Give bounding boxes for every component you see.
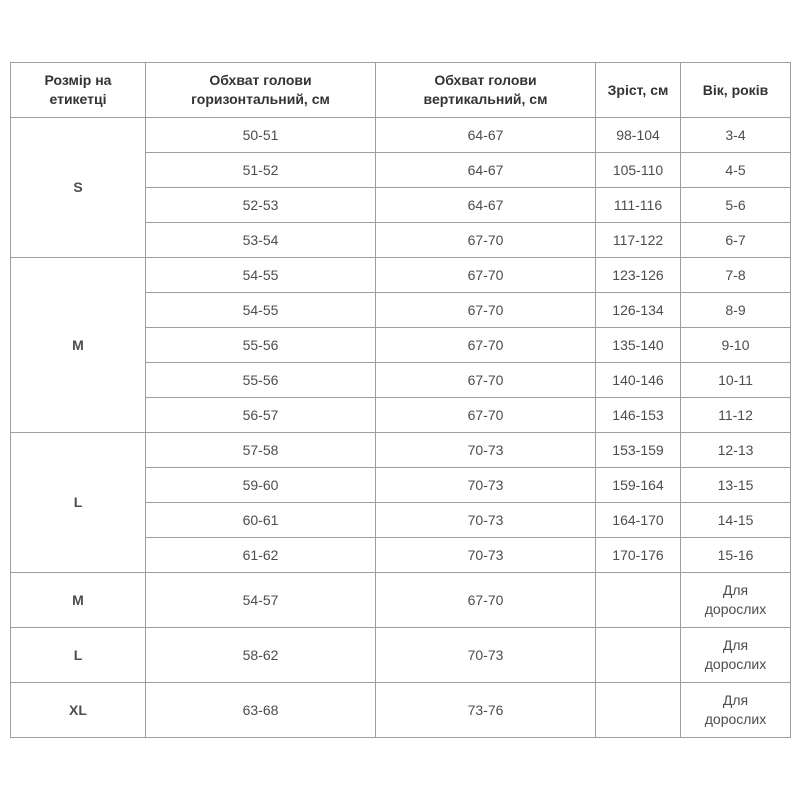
cell-age: Для дорослих	[681, 683, 791, 738]
cell-height	[596, 683, 681, 738]
cell-age: 14-15	[681, 503, 791, 538]
cell-age: 9-10	[681, 328, 791, 363]
cell-height: 123-126	[596, 258, 681, 293]
table-body	[11, 118, 791, 738]
col-header-vertical-circumference: Обхват голови вертикальний, см	[376, 63, 596, 118]
cell-height: 111-116	[596, 188, 681, 223]
table-row	[11, 258, 791, 293]
size-label: L	[11, 433, 146, 573]
cell-age: 10-11	[681, 363, 791, 398]
cell-horizontal: 63-68	[146, 683, 376, 738]
cell-horizontal: 57-58	[146, 433, 376, 468]
cell-age: 7-8	[681, 258, 791, 293]
col-header-size: Розмір на етикетці	[11, 63, 146, 118]
cell-height: 159-164	[596, 468, 681, 503]
size-label: XL	[11, 683, 146, 738]
cell-age: 8-9	[681, 293, 791, 328]
cell-height: 140-146	[596, 363, 681, 398]
cell-horizontal: 55-56	[146, 328, 376, 363]
cell-height: 170-176	[596, 538, 681, 573]
cell-age: 3-4	[681, 118, 791, 153]
cell-vertical: 64-67	[376, 118, 596, 153]
header-row	[11, 63, 791, 118]
table-row	[11, 118, 791, 153]
cell-vertical: 73-76	[376, 683, 596, 738]
cell-horizontal: 54-55	[146, 258, 376, 293]
cell-age: 13-15	[681, 468, 791, 503]
cell-age: 11-12	[681, 398, 791, 433]
cell-age: Для дорослих	[681, 573, 791, 628]
cell-height: 153-159	[596, 433, 681, 468]
cell-vertical: 67-70	[376, 363, 596, 398]
table-row	[11, 683, 791, 738]
cell-horizontal: 52-53	[146, 188, 376, 223]
cell-vertical: 67-70	[376, 328, 596, 363]
cell-age: Для дорослих	[681, 628, 791, 683]
size-chart-table	[10, 62, 791, 738]
cell-height: 117-122	[596, 223, 681, 258]
cell-vertical: 67-70	[376, 573, 596, 628]
col-header-horizontal-circumference: Обхват голови горизонтальний, см	[146, 63, 376, 118]
cell-horizontal: 58-62	[146, 628, 376, 683]
size-label: L	[11, 628, 146, 683]
col-header-age: Вік, років	[681, 63, 791, 118]
cell-vertical: 70-73	[376, 628, 596, 683]
cell-horizontal: 53-54	[146, 223, 376, 258]
cell-horizontal: 54-55	[146, 293, 376, 328]
cell-vertical: 67-70	[376, 293, 596, 328]
table-row	[11, 573, 791, 628]
cell-horizontal: 60-61	[146, 503, 376, 538]
cell-height: 135-140	[596, 328, 681, 363]
cell-age: 5-6	[681, 188, 791, 223]
table-row	[11, 433, 791, 468]
cell-age: 4-5	[681, 153, 791, 188]
cell-height: 146-153	[596, 398, 681, 433]
cell-height: 98-104	[596, 118, 681, 153]
size-label: M	[11, 573, 146, 628]
cell-vertical: 67-70	[376, 258, 596, 293]
col-header-height: Зріст, см	[596, 63, 681, 118]
cell-vertical: 67-70	[376, 398, 596, 433]
cell-horizontal: 51-52	[146, 153, 376, 188]
cell-vertical: 70-73	[376, 503, 596, 538]
cell-age: 12-13	[681, 433, 791, 468]
cell-vertical: 70-73	[376, 468, 596, 503]
cell-height: 126-134	[596, 293, 681, 328]
cell-horizontal: 61-62	[146, 538, 376, 573]
cell-height	[596, 628, 681, 683]
cell-height: 164-170	[596, 503, 681, 538]
cell-vertical: 70-73	[376, 538, 596, 573]
cell-horizontal: 50-51	[146, 118, 376, 153]
cell-height: 105-110	[596, 153, 681, 188]
cell-horizontal: 56-57	[146, 398, 376, 433]
cell-age: 15-16	[681, 538, 791, 573]
table-header	[11, 63, 791, 118]
cell-vertical: 67-70	[376, 223, 596, 258]
size-label: M	[11, 258, 146, 433]
table-row	[11, 628, 791, 683]
cell-horizontal: 55-56	[146, 363, 376, 398]
cell-horizontal: 54-57	[146, 573, 376, 628]
cell-vertical: 70-73	[376, 433, 596, 468]
cell-vertical: 64-67	[376, 188, 596, 223]
size-label: S	[11, 118, 146, 258]
cell-height	[596, 573, 681, 628]
cell-age: 6-7	[681, 223, 791, 258]
cell-horizontal: 59-60	[146, 468, 376, 503]
cell-vertical: 64-67	[376, 153, 596, 188]
